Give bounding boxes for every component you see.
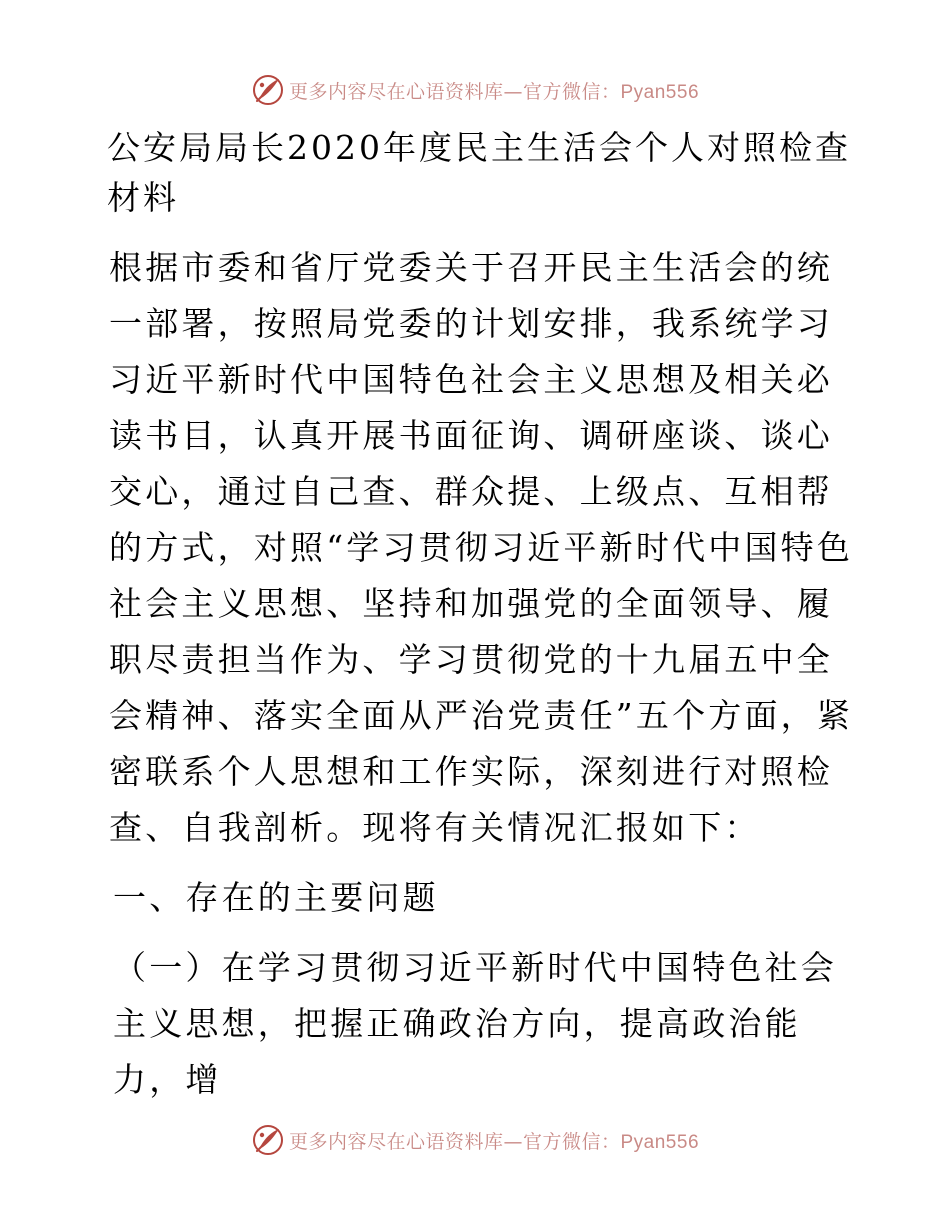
footer-banner xyxy=(0,1120,950,1160)
feather-pen-seal-icon xyxy=(251,1123,285,1157)
subsection-heading: （一）在学习贯彻习近平新时代中国特色社会主义思想，把握正确政治方向，提高政治能力，增 xyxy=(113,948,837,1099)
section-heading: 一、存在的主要问题 xyxy=(113,878,439,917)
header-banner xyxy=(0,70,950,110)
footer-wechat-id: Pyan556 xyxy=(620,1131,700,1153)
header-wechat-id: Pyan556 xyxy=(620,81,700,103)
header-banner-text: 更多内容尽在心语资料库—官方微信：Pyan556 xyxy=(288,80,700,103)
intro-paragraph: 根据市委和省厅党委关于召开民主生活会的统一部署，按照局党委的计划安排，我系统学习习近平新时代中国特色社会主义思想及相关必读书目，认真开展书面征询、调研座谈、谈心交心，通过自己查、群众提、上级点、互相帮的方式，对照“学习贯彻习近平新时代中国特色社会主义思想、坚持和加强党的全面领导、履职尽责担当作为、学习贯彻党的十九届五中全会精神、落实全面从严治党责任”五个方面，紧密联系个人思想和工作实际，深刻进行对照检查、自我剖析。现将有关情况汇报如下： xyxy=(109,248,854,847)
document-body xyxy=(97,123,857,1108)
feather-pen-seal-icon xyxy=(251,73,285,107)
document-title: 公安局局长2020年度民主生活会个人对照检查材料 xyxy=(107,128,851,217)
footer-banner-text: 更多内容尽在心语资料库—官方微信：Pyan556 xyxy=(288,1130,700,1153)
